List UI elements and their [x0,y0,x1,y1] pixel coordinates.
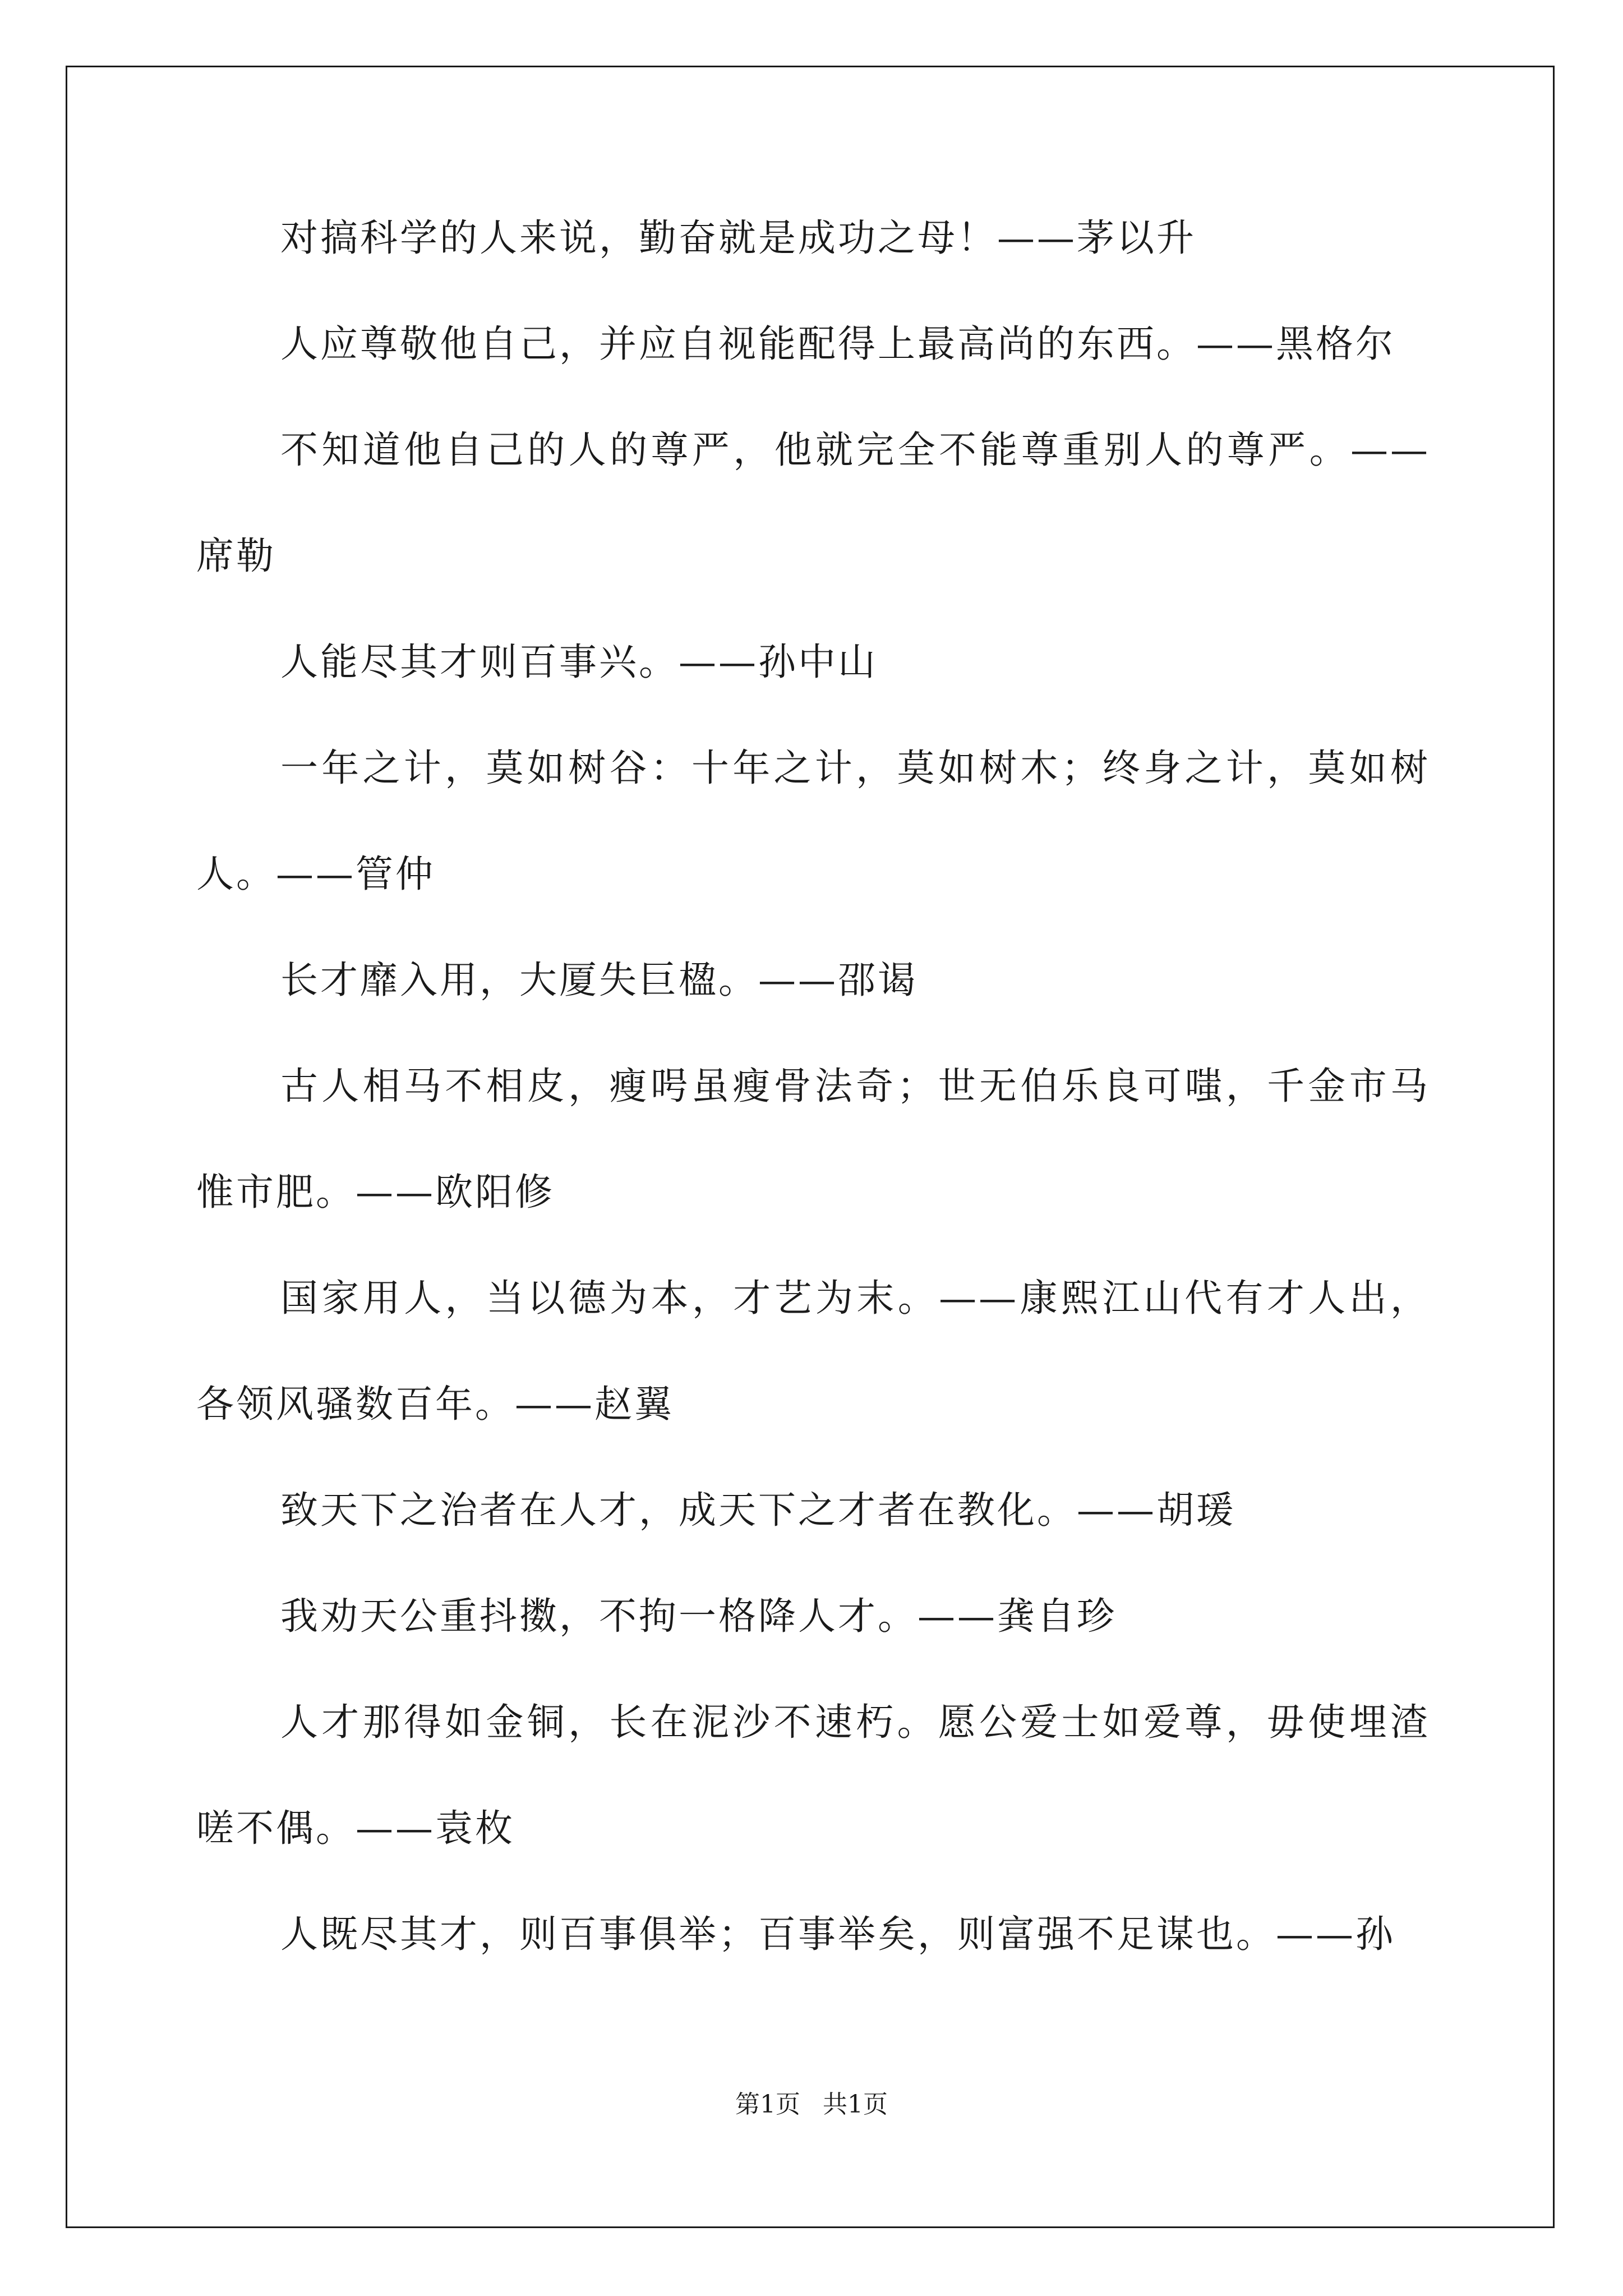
document-body [196,185,1430,1987]
quote-paragraph: 国家用人，当以德为本，才艺为末。——康熙江山代有才人出，各领风骚数百年。——赵翼 [196,1276,1430,1426]
quote-paragraph: 人既尽其才，则百事俱举；百事举矣，则富强不足谋也。——孙 [280,1912,1395,1956]
quote-paragraph: 人能尽其才则百事兴。——孙中山 [280,640,878,684]
quote-paragraph: 我劝天公重抖擞，不拘一格降人才。——龚自珍 [280,1594,1117,1638]
quote-paragraph: 长才靡入用，大厦失巨楹。——邵谒 [280,958,917,1002]
quote-paragraph: 一年之计，莫如树谷：十年之计，莫如树木；终身之计，莫如树人。——管仲 [196,746,1430,896]
quote-paragraph: 致天下之治者在人才，成天下之才者在教化。——胡瑗 [280,1488,1236,1532]
quote-paragraph: 人应尊敬他自己，并应自视能配得上最高尚的东西。——黑格尔 [280,322,1395,366]
quote-paragraph: 古人相马不相皮，瘦呺虽瘦骨法奇；世无伯乐良可嗤，千金市马惟市肥。——欧阳修 [196,1064,1430,1214]
quote-paragraph: 对搞科学的人来说，勤奋就是成功之母！——茅以升 [280,216,1196,260]
quote-paragraph: 不知道他自己的人的尊严，他就完全不能尊重别人的尊严。——席勒 [196,428,1430,578]
page-footer [0,2084,1623,2120]
page-number-total: 共1页 [823,2090,888,2119]
quote-paragraph: 人才那得如金铜，长在泥沙不速朽。愿公爱士如爱尊，毋使埋渣嗟不偶。——袁枚 [196,1700,1430,1850]
page-number-current: 第1页 [735,2090,800,2119]
